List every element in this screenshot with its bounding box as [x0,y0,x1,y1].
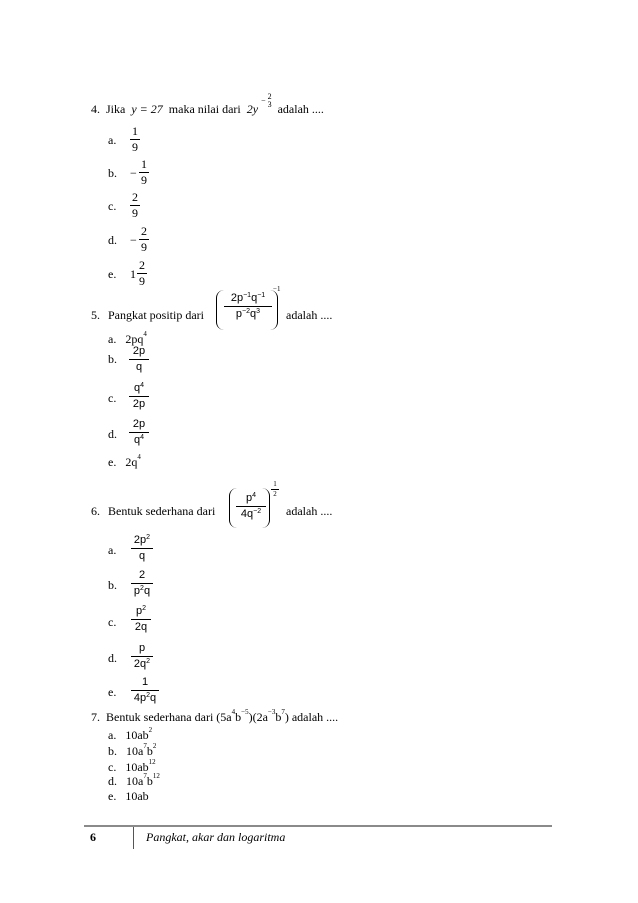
q4-option-denominator: 9 [132,206,138,220]
q7-option-exp: 12 [148,758,156,766]
q7-option-base: 10a [126,774,144,788]
q7-option-base2: b [146,774,153,788]
q4-option-denominator: 9 [139,274,145,288]
q4-tail: adalah .... [277,102,324,116]
q7-option-base: 10ab [125,789,149,803]
q4-option-numerator: 2 [141,224,147,238]
q4-option-numerator: 1 [141,157,147,171]
q5-opt-e: e. $2q^4$ [108,453,141,469]
q7-option-base2: b [146,744,153,758]
q5-right-paren [270,290,278,330]
q4-option-fraction [139,224,149,254]
q6-number: 6. [91,504,100,518]
q7-option-label: a. [108,728,117,742]
q4-option-denominator: 9 [141,173,147,187]
q4-option-sign: − [130,166,137,180]
q4-option-numerator: 2 [132,190,138,204]
footer-separator [133,827,134,849]
q5-opt-b: 2p q [129,344,149,374]
q6-opt-e-label: e. [108,685,117,699]
q6-opt-a: $2p^2$ q [131,533,153,563]
q6-opt-c: $p^2$ 2q [131,604,151,634]
q7-option [108,760,156,775]
q4-option-denominator: 9 [132,140,138,154]
q5-opt-d-label: d. [108,427,117,441]
q7-option [108,744,156,759]
q4-option-label: b. [108,166,117,180]
q7-option-exp: 7 [143,772,147,780]
q5-opt-b-label: b. [108,352,117,366]
q5-opt-c: $q^4$ 2p [129,381,149,411]
q4-option-denominator: 9 [141,240,147,254]
q4-option-fraction [139,157,149,187]
q4-exponent: − 2 3 [261,92,272,110]
q6-opt-d: p $2q^2$ [131,641,153,671]
q7-option-exp2: 2 [152,742,157,750]
q5-main-fraction: $2p^{-1}q^{-1}$ $p^{-2}q^3$ [224,291,272,321]
q4-option-label: a. [108,133,117,147]
q7-option-label: e. [108,789,117,803]
q5-opt-c-label: c. [108,391,117,405]
q6-opt-b: 2 $p^2q$ [131,568,153,598]
q5-text: Pangkat positip dari [108,308,204,322]
q7-stem: 7. Bentuk sederhana dari $(5a^4b^{-5})(2a^{-3}b^7)$ adalah .... [91,708,339,724]
q6-right-paren [262,488,270,528]
q7-option-label: b. [108,744,117,758]
q4-stem [91,92,324,119]
q7-option-base: 10ab [125,728,149,742]
q7-option-base: 10ab [125,760,149,774]
q6-opt-d-label: d. [108,651,117,665]
q6-opt-c-label: c. [108,615,117,629]
q6-opt-e: 1 $4p^2q$ [131,675,159,705]
q6-opt-a-label: a. [108,543,117,557]
q4-number: 4. [91,102,100,116]
q7-option-exp2: 12 [152,772,160,780]
q7-option-label: d. [108,774,117,788]
q6-tail: adalah .... [286,504,333,518]
q5-left-paren [216,290,224,330]
q4-option-label: e. [108,267,117,281]
q7-option [108,789,149,804]
footer-title: Pangkat, akar dan logaritma [146,830,286,844]
footer-rule [84,825,552,827]
q6-outer-exponent: 1 2 [271,480,279,498]
q4-option-label: d. [108,233,117,247]
q6-text: Bentuk sederhana dari [108,504,216,518]
q5-opt-d: 2p $q^4$ [129,417,149,447]
q4-option-fraction [137,258,147,288]
q4-option-label: c. [108,199,117,213]
q4-equation: y = 27 [131,102,163,116]
q7-option-exp: 7 [143,742,147,750]
page-number: 6 [90,830,96,844]
q7-option-base: 10a [126,744,144,758]
q5-opt-a: a. $2pq^4$ [108,330,147,346]
q4-option-whole: 1 [130,267,136,281]
q4-expr: 2y [246,102,259,116]
q7-option-label: c. [108,760,117,774]
q6-opt-b-label: b. [108,578,117,592]
q4-mid: maka nilai dari [168,102,241,116]
q7-option-exp: 2 [148,726,153,734]
q5-outer-exponent: −1 [273,285,281,293]
q4-option-fraction [130,124,140,154]
q4-text: Jika [106,102,126,116]
q4-option-sign: − [130,233,137,247]
q6-main-fraction: $p^4$ $4q^{-2}$ [236,491,266,521]
q7-option [108,774,160,789]
q4-option-numerator: 2 [139,258,145,272]
q4-option-numerator: 1 [132,124,138,138]
q5-tail: adalah .... [286,308,333,322]
q7-option [108,728,152,743]
q5-number: 5. [91,308,100,322]
q4-option-fraction [130,190,140,220]
